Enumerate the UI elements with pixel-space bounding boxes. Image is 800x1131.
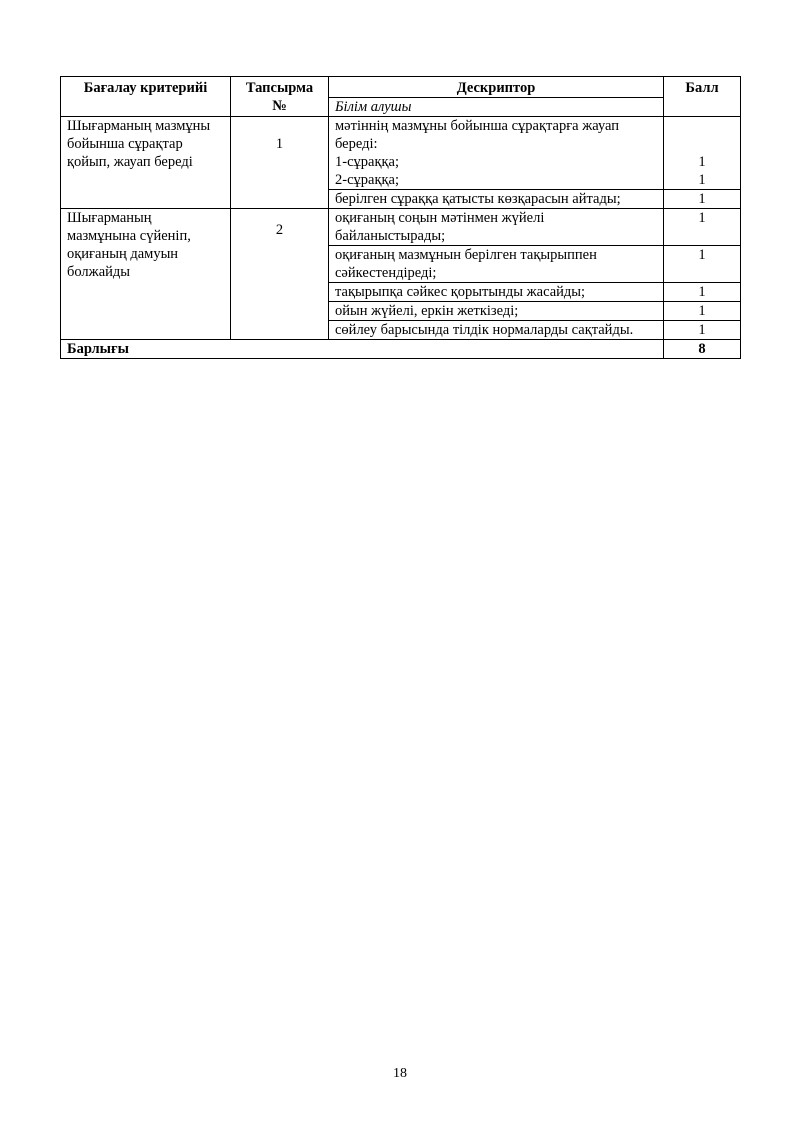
criterion-header: Бағалау критерийі (61, 77, 231, 117)
task-number-cell-2: 2 (231, 209, 329, 340)
total-row (61, 340, 741, 359)
score-cell: 1 (664, 321, 741, 340)
score-cell: 1 (664, 283, 741, 302)
table-row (61, 209, 741, 246)
score-cell: 1 (664, 302, 741, 321)
score-header: Балл (664, 77, 741, 117)
table-row (61, 117, 741, 190)
criterion-cell-2: Шығарманың мазмұнына сүйеніп, оқиғаның дамуын болжайды (61, 209, 231, 340)
descriptor-cell: сөйлеу барысында тілдік нормаларды сақтайды. (329, 321, 664, 340)
header-row (61, 77, 741, 98)
descriptor-header: Дескриптор (329, 77, 664, 98)
descriptor-cell: ойын жүйелі, еркін жеткізеді; (329, 302, 664, 321)
total-label: Барлығы (61, 340, 664, 359)
descriptor-cell: оқиғаның соңын мәтінмен жүйелі байланыстырады; (329, 209, 664, 246)
task-number-header: Тапсырма № (231, 77, 329, 117)
task-number-cell-1: 1 (231, 117, 329, 209)
learner-subheader: Білім алушы (329, 98, 664, 117)
descriptor-cell: оқиғаның мазмұнын берілген тақырыппен сәйкестендіреді; (329, 246, 664, 283)
descriptor-cell: мәтіннің мазмұны бойынша сұрақтарға жауап береді: 1-сұраққа; 2-сұраққа; (329, 117, 664, 190)
descriptor-cell: берілген сұраққа қатысты көзқарасын айтады; (329, 190, 664, 209)
score-cell: 1 (664, 246, 741, 283)
page-number: 18 (393, 1066, 407, 1081)
score-cell: 1 (664, 209, 741, 246)
total-score: 8 (664, 340, 741, 359)
score-cell: 1 (664, 190, 741, 209)
descriptor-cell: тақырыпқа сәйкес қорытынды жасайды; (329, 283, 664, 302)
criterion-cell-1: Шығарманың мазмұны бойынша сұрақтар қойып, жауап береді (61, 117, 231, 209)
assessment-rubric-table (60, 76, 741, 359)
score-cell: 1 1 (664, 117, 741, 190)
